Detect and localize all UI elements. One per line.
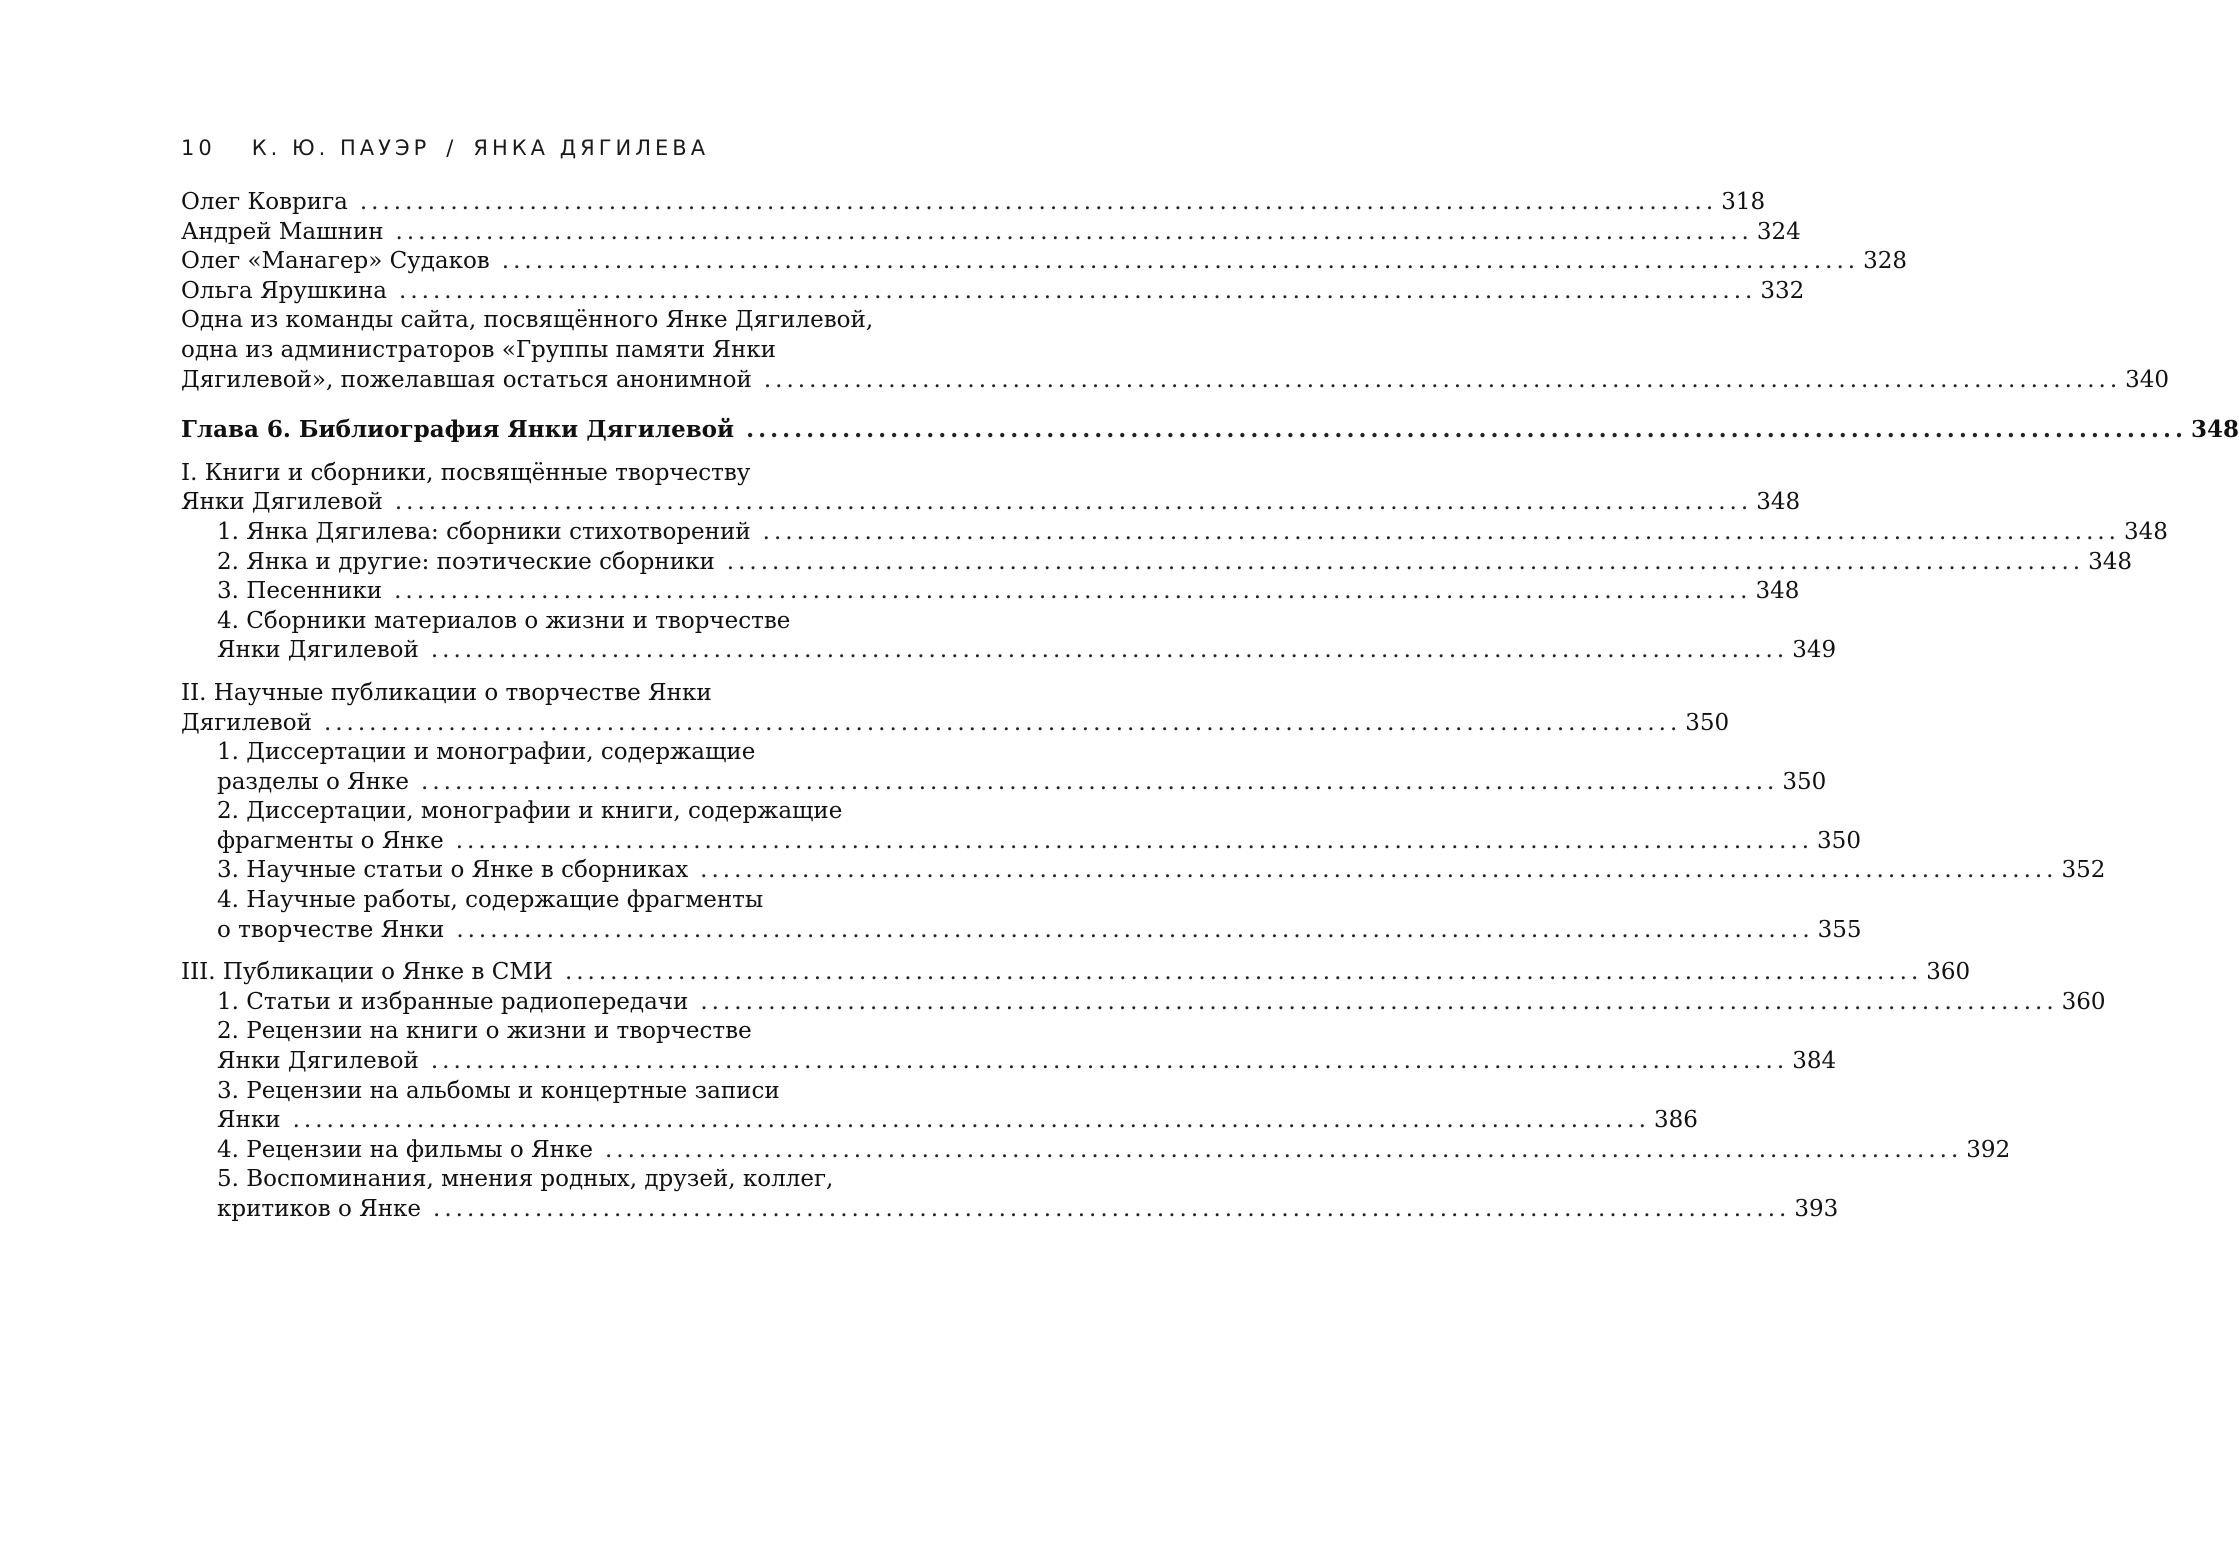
toc-entry-text: 1. Диссертации и монографии, содержащие (217, 739, 756, 766)
toc-entry-text: Янки Дягилевой (217, 637, 419, 664)
toc-subentry (181, 1165, 1839, 1224)
leader-dots: ........................................................................................................................ (394, 578, 1752, 605)
toc-page-number: 348 (1755, 578, 1800, 605)
toc-entry-text: 1. Статьи и избранные радиопередачи (217, 988, 689, 1015)
toc-page-number: 318 (1721, 189, 1766, 215)
header-book-title: ЯНКА ДЯГИЛЕВА (473, 136, 710, 160)
leader-dots: ........................................................................................................................ (430, 1048, 1789, 1075)
toc-entry-text: 2. Диссертации, монографии и книги, содержащие (217, 798, 843, 825)
toc-page-number: 350 (1817, 827, 1861, 854)
toc-subentry (181, 518, 2168, 548)
toc-section (181, 958, 1971, 988)
toc-page-number: 332 (1760, 277, 1805, 304)
leader-dots: ........................................................................................................................ (700, 857, 2058, 884)
leader-dots: ........................................................................................................................ (726, 548, 2085, 575)
leader-dots: ........................................................................................................................ (430, 637, 1789, 664)
toc-entry-text: Янки Дягилевой (217, 1048, 419, 1075)
toc-section (181, 459, 1801, 518)
toc-entry (181, 188, 1766, 218)
toc-subentry (181, 738, 1827, 797)
toc-entry-text: Янки Дягилевой (181, 489, 383, 516)
toc-page-number: 324 (1756, 218, 1801, 245)
leader-dots: ........................................................................................................................ (395, 218, 1753, 245)
leader-dots: ........................................................................................................................ (455, 827, 1814, 854)
toc-subentry (181, 577, 1800, 607)
toc-page-number: 328 (1863, 248, 1907, 275)
leader-dots: ........................................................................................................................ (433, 1196, 1791, 1222)
toc-page-number: 352 (2061, 857, 2106, 884)
toc-page-number: 350 (1685, 709, 1730, 736)
toc-page-number: 340 (2125, 366, 2170, 393)
toc-subentry (181, 988, 2106, 1018)
toc-entry-text: Глава 6. Библиография Янки Дягилевой (181, 416, 735, 444)
toc-entry-text: Янки (217, 1107, 281, 1134)
toc-entry-text: разделы о Янке (217, 768, 410, 795)
running-header (181, 136, 709, 160)
toc-entry-text: 4. Рецензии на фильмы о Янке (217, 1136, 593, 1163)
header-separator: / (446, 136, 458, 160)
leader-dots: ........................................................................................................................ (394, 489, 1753, 516)
toc-entry-text: Одна из команды сайта, посвящённого Янке Дягилевой, (181, 307, 874, 334)
toc-entry-text: 4. Научные работы, содержащие фрагменты (217, 887, 764, 914)
toc-subentry (181, 856, 2106, 886)
toc-entry-text: 5. Воспоминания, мнения родных, друзей, коллег, (217, 1166, 834, 1193)
chapter-heading (181, 415, 2239, 445)
leader-dots: ........................................................................................................................ (564, 959, 1923, 986)
toc-entry-text: одна из администраторов «Группы памяти Янки (181, 336, 776, 363)
leader-dots: ........................................................................................................................ (763, 366, 2122, 393)
toc-page-number: 386 (1653, 1107, 1698, 1134)
toc-entry (181, 218, 1801, 248)
leader-dots: ........................................................................................................................ (359, 189, 1718, 215)
leader-dots: ........................................................................................................................ (501, 248, 1860, 275)
leader-dots: ........................................................................................................................ (456, 916, 1814, 943)
leader-dots: ........................................................................................................................ (746, 416, 2187, 444)
toc-entry-text: 4. Сборники материалов о жизни и творчестве (217, 607, 791, 634)
toc-page-number: 355 (1817, 916, 1862, 943)
toc-page-number: 393 (1794, 1196, 1839, 1222)
toc-entry-text: Ольга Ярушкина (181, 277, 388, 304)
toc-subentry (181, 886, 1862, 945)
toc-entry-text: о творчестве Янки (217, 916, 445, 943)
toc-page-number: 350 (1782, 768, 1827, 795)
toc-entry-text: Дягилевой (181, 709, 312, 736)
toc-entry-text: Андрей Машнин (181, 218, 384, 245)
toc-page-number: 360 (1926, 959, 1971, 986)
toc-entry-text: 2. Янка и другие: поэтические сборники (217, 548, 715, 575)
toc-entry (181, 247, 1907, 277)
leader-dots: ........................................................................................................................ (604, 1136, 1963, 1163)
leader-dots: ........................................................................................................................ (399, 277, 1757, 304)
toc-subentry (181, 607, 1837, 666)
toc-entry-text: Дягилевой», пожелавшая остаться анонимной (181, 366, 752, 393)
toc-page-number: 348 (2190, 416, 2239, 444)
toc-entry-text: I. Книги и сборники, посвящённые творчеству (181, 459, 751, 486)
toc-entry-text: 1. Янка Дягилева: сборники стихотворений (217, 518, 751, 545)
leader-dots: ........................................................................................................................ (421, 768, 1779, 795)
toc-entry-text: 2. Рецензии на книги о жизни и творчестве (217, 1018, 752, 1045)
toc-entry (181, 306, 2170, 395)
toc-entry-text: 3. Рецензии на альбомы и концертные записи (217, 1077, 780, 1104)
toc-entry-text: Олег Коврига (181, 189, 348, 215)
toc-entry-text: критиков о Янке (217, 1196, 422, 1222)
header-author: К. Ю. ПАУЭР (251, 136, 431, 160)
toc-entry-text: 3. Песенники (217, 578, 383, 605)
toc-entry-text: II. Научные публикации о творчестве Янки (181, 679, 712, 706)
toc-page-number: 349 (1792, 637, 1837, 664)
toc-entry-text: Олег «Манагер» Судаков (181, 248, 490, 275)
toc-page-number: 348 (2088, 548, 2133, 575)
toc-subentry (181, 1136, 2011, 1166)
toc-entry (181, 277, 1805, 307)
toc-page-number: 348 (2124, 518, 2168, 545)
toc-entry-text: фрагменты о Янке (217, 827, 444, 854)
toc-page-number: 384 (1792, 1048, 1837, 1075)
page-number: 10 (181, 136, 216, 160)
table-of-contents (181, 188, 2239, 1225)
leader-dots: ........................................................................................................................ (323, 709, 1682, 736)
leader-dots: ........................................................................................................................ (762, 518, 2120, 545)
toc-subentry (181, 797, 1861, 856)
toc-entry-text: III. Публикации о Янке в СМИ (181, 959, 553, 986)
toc-subentry (181, 1017, 1837, 1076)
toc-subentry (181, 548, 2133, 578)
toc-page-number: 360 (2061, 988, 2106, 1015)
leader-dots: ........................................................................................................................ (700, 988, 2058, 1015)
toc-subentry (181, 1077, 1698, 1136)
toc-page-number: 348 (1756, 489, 1801, 516)
toc-entry-text: 3. Научные статьи о Янке в сборниках (217, 857, 689, 884)
toc-section (181, 679, 1730, 738)
toc-page-number: 392 (1966, 1136, 2011, 1163)
leader-dots: ........................................................................................................................ (292, 1107, 1650, 1134)
